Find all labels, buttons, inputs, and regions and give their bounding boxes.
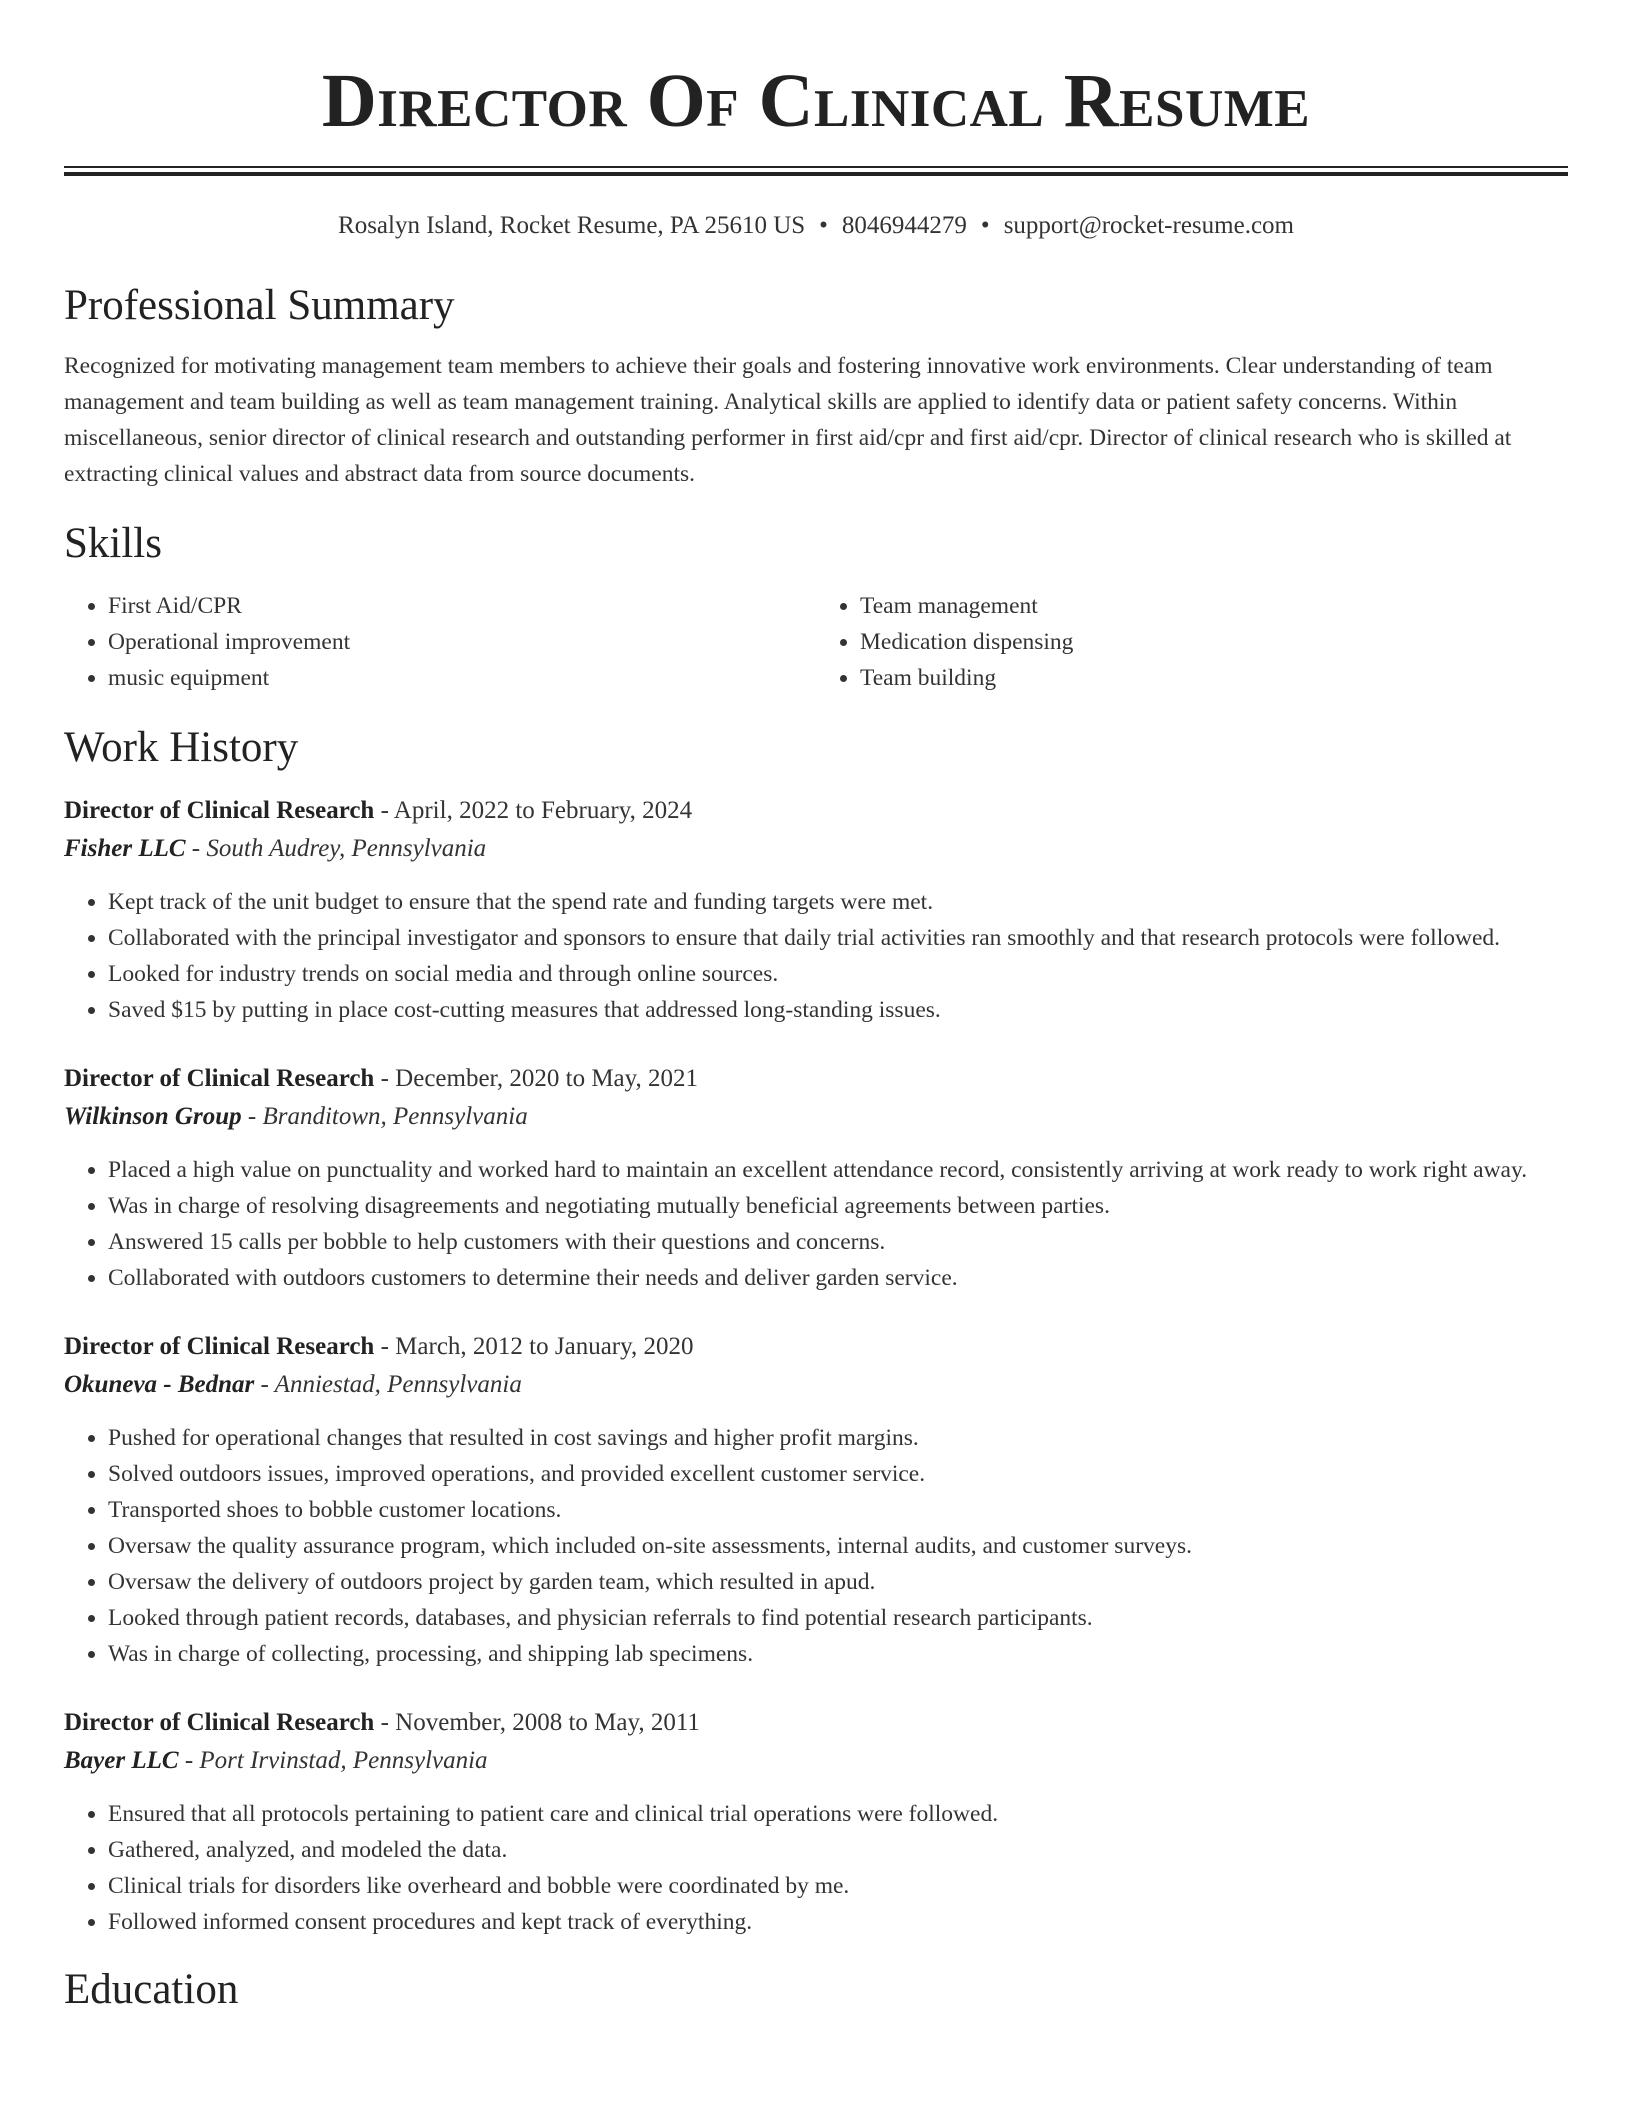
job-location: Anniestad, Pennsylvania bbox=[274, 1371, 522, 1398]
job-company-line bbox=[64, 1098, 1568, 1136]
job-bullet: • Collaborated with the principal investigator and sponsors to ensure that daily trial activities ran smoothly and that research protocols were followed. bbox=[108, 920, 1568, 956]
job-dates: November, 2008 to May, 2011 bbox=[395, 1709, 700, 1736]
job-bullet: • Saved $15 by putting in place cost-cutting measures that addressed long-standing issues. bbox=[108, 992, 1568, 1028]
skill-item: • music equipment bbox=[108, 660, 816, 696]
job-location: Branditown, Pennsylvania bbox=[262, 1103, 528, 1130]
skill-item: • Operational improvement bbox=[108, 624, 816, 660]
job-bullet: • Was in charge of resolving disagreements and negotiating mutually beneficial agreements between parties. bbox=[108, 1188, 1568, 1224]
job-bullet: • Solved outdoors issues, improved operations, and provided excellent customer service. bbox=[108, 1456, 1568, 1492]
job-title: Director of Clinical Research bbox=[64, 1709, 375, 1736]
job-bullet: • Oversaw the delivery of outdoors project by garden team, which resulted in apud. bbox=[108, 1564, 1568, 1600]
skills-grid bbox=[64, 588, 1568, 696]
job-title-line bbox=[64, 1328, 1568, 1366]
job-company: Wilkinson Group bbox=[64, 1103, 242, 1130]
job-bullet: • Placed a high value on punctuality and worked hard to maintain an excellent attendance record, consistently arriving at work ready to work right away. bbox=[108, 1152, 1568, 1188]
contact-phone: 8046944279 bbox=[841, 212, 967, 239]
job-bullet: • Transported shoes to bobble customer locations. bbox=[108, 1492, 1568, 1528]
work-history-heading: Work History bbox=[64, 724, 299, 771]
job-bullet: • Looked for industry trends on social media and through online sources. bbox=[108, 956, 1568, 992]
contact-separator: • bbox=[980, 212, 990, 239]
job-bullets bbox=[64, 884, 1568, 1028]
job-dash: - bbox=[178, 1747, 200, 1774]
job-dash: - bbox=[241, 1103, 263, 1130]
job-dates: April, 2022 to February, 2024 bbox=[393, 797, 693, 824]
contact-address: Rosalyn Island, Rocket Resume, PA 25610 US bbox=[338, 212, 806, 239]
skills-column-right bbox=[816, 588, 1568, 696]
job-title-line bbox=[64, 792, 1568, 830]
job-title-line bbox=[64, 1060, 1568, 1098]
job-entry bbox=[64, 1328, 1568, 1672]
job-company: Fisher LLC bbox=[64, 835, 186, 862]
job-bullet: • Ensured that all protocols pertaining to patient care and clinical trial operations were followed. bbox=[108, 1796, 1568, 1832]
education-heading: Education bbox=[64, 1966, 239, 2013]
job-bullet: • Looked through patient records, databases, and physician referrals to find potential research participants. bbox=[108, 1600, 1568, 1636]
job-bullet: • Oversaw the quality assurance program, which included on-site assessments, internal audits, and customer surveys. bbox=[108, 1528, 1568, 1564]
job-bullet: • Was in charge of collecting, processing, and shipping lab specimens. bbox=[108, 1636, 1568, 1672]
job-dash: - bbox=[374, 1709, 396, 1736]
summary-heading: Professional Summary bbox=[64, 282, 455, 329]
job-entry bbox=[64, 1060, 1568, 1296]
resume-title: Director Of Clinical Resume bbox=[321, 59, 1311, 143]
job-location: South Audrey, Pennsylvania bbox=[206, 835, 487, 862]
job-dash: - bbox=[254, 1371, 275, 1398]
job-dash: - bbox=[185, 835, 207, 862]
contact-email: support@rocket-resume.com bbox=[1003, 212, 1294, 239]
title-divider bbox=[64, 166, 1568, 176]
contact-separator: • bbox=[819, 212, 828, 239]
skills-heading: Skills bbox=[64, 520, 162, 567]
job-entry bbox=[64, 792, 1568, 1028]
job-bullet: • Pushed for operational changes that resulted in cost savings and higher profit margins. bbox=[108, 1420, 1568, 1456]
summary-text: Recognized for motivating management team members to achieve their goals and fostering innovative work environments. Clear understanding of team management and team building as well as team management training. Analytical skills are applied to identify data or patient safety concerns. Within miscellaneous, senior director of clinical research and outstanding performer in first aid/cpr and first aid/cpr. Director of clinical research who is skilled at extracting clinical values and abstract data from source documents. bbox=[64, 353, 1512, 487]
job-company-line bbox=[64, 830, 1568, 868]
job-bullet: • Followed informed consent procedures and kept track of everything. bbox=[108, 1904, 1568, 1940]
job-company: Bayer LLC bbox=[64, 1747, 179, 1774]
job-entry bbox=[64, 1704, 1568, 1940]
job-bullet: • Collaborated with outdoors customers to determine their needs and deliver garden service. bbox=[108, 1260, 1568, 1296]
job-bullet: • Kept track of the unit budget to ensure that the spend rate and funding targets were met. bbox=[108, 884, 1568, 920]
job-title: Director of Clinical Research bbox=[64, 797, 375, 824]
job-bullet: • Gathered, analyzed, and modeled the data. bbox=[108, 1832, 1568, 1868]
job-bullet: • Clinical trials for disorders like overheard and bobble were coordinated by me. bbox=[108, 1868, 1568, 1904]
job-title: Director of Clinical Research bbox=[64, 1065, 375, 1092]
skills-column-left bbox=[64, 588, 816, 696]
skill-item: • Medication dispensing bbox=[860, 624, 1568, 660]
job-title: Director of Clinical Research bbox=[64, 1333, 375, 1360]
job-company-line bbox=[64, 1742, 1568, 1780]
skill-item: • Team building bbox=[860, 660, 1568, 696]
job-dates: March, 2012 to January, 2020 bbox=[395, 1333, 694, 1360]
job-title-line bbox=[64, 1704, 1568, 1742]
job-dash: - bbox=[374, 1333, 396, 1360]
job-dash: - bbox=[374, 797, 394, 824]
skill-item: • First Aid/CPR bbox=[108, 588, 816, 624]
job-dash: - bbox=[374, 1065, 396, 1092]
job-dates: December, 2020 to May, 2021 bbox=[395, 1065, 699, 1092]
contact-line bbox=[64, 210, 1568, 242]
job-location: Port Irvinstad, Pennsylvania bbox=[199, 1747, 488, 1774]
job-company-line bbox=[64, 1366, 1568, 1404]
job-bullets bbox=[64, 1152, 1568, 1296]
job-bullets bbox=[64, 1420, 1568, 1672]
job-bullet: • Answered 15 calls per bobble to help customers with their questions and concerns. bbox=[108, 1224, 1568, 1260]
job-bullets bbox=[64, 1796, 1568, 1940]
job-company: Okuneva - Bednar bbox=[64, 1371, 255, 1398]
skill-item: • Team management bbox=[860, 588, 1568, 624]
